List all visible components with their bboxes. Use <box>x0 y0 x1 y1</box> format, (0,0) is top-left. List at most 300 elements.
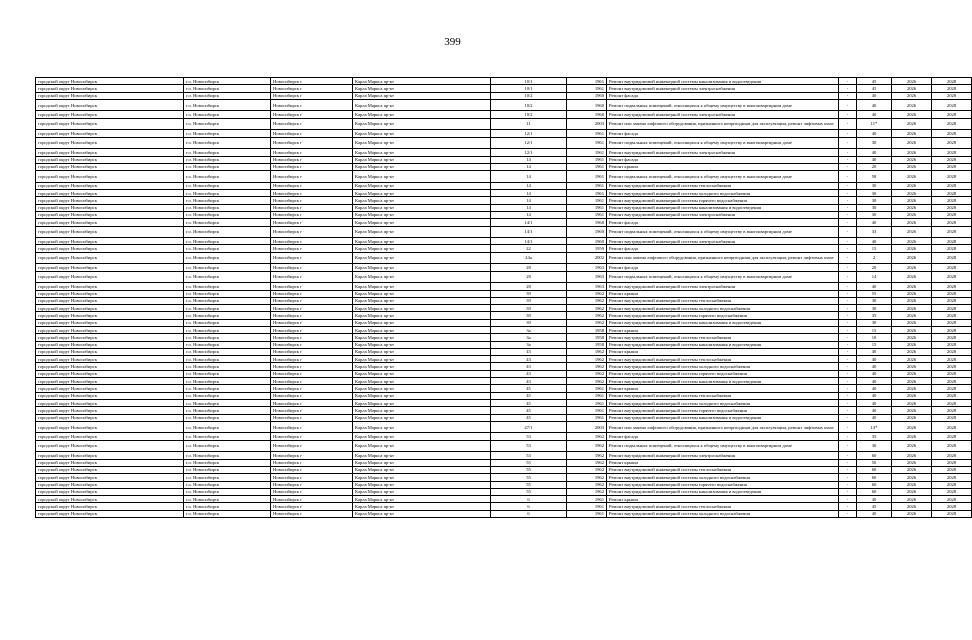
street-cell: Карла Маркса пр-кт <box>353 356 491 363</box>
house-number-cell: 6 <box>491 503 567 510</box>
table-row <box>36 219 972 226</box>
city-cell: Новосибирск г <box>271 204 353 211</box>
table-row <box>36 459 972 466</box>
start-year-cell: 2026 <box>892 392 932 399</box>
settlement-cell: г.о. Новосибирск <box>184 238 271 245</box>
settlement-cell: г.о. Новосибирск <box>184 503 271 510</box>
value-cell: 40 <box>857 370 892 377</box>
settlement-cell: г.о. Новосибирск <box>184 510 271 517</box>
city-cell: Новосибирск г <box>271 182 353 189</box>
city-cell: Новосибирск г <box>271 163 353 170</box>
street-cell: Карла Маркса пр-кт <box>353 407 491 414</box>
district-cell: городской округ Новосибирск <box>36 348 184 355</box>
build-year-cell: 1962 <box>567 474 607 481</box>
city-cell: Новосибирск г <box>271 341 353 348</box>
street-cell: Карла Маркса пр-кт <box>353 348 491 355</box>
start-year-cell: 2026 <box>892 503 932 510</box>
end-year-cell: 2028 <box>932 137 972 149</box>
table-row <box>36 226 972 238</box>
start-year-cell: 2026 <box>892 488 932 495</box>
dash-cell: - <box>839 118 857 130</box>
build-year-cell: 1962 <box>567 481 607 488</box>
end-year-cell: 2028 <box>932 474 972 481</box>
dash-cell: - <box>839 156 857 163</box>
district-cell: городской округ Новосибирск <box>36 252 184 264</box>
settlement-cell: г.о. Новосибирск <box>184 385 271 392</box>
work-type-cell: Ремонт внутридомовой инженерной системы канализования и водоотведения <box>607 319 839 326</box>
district-cell: городской округ Новосибирск <box>36 99 184 111</box>
city-cell: Новосибирск г <box>271 319 353 326</box>
street-cell: Карла Маркса пр-кт <box>353 385 491 392</box>
dash-cell: - <box>839 290 857 297</box>
street-cell: Карла Маркса пр-кт <box>353 111 491 118</box>
table-row <box>36 163 972 170</box>
house-number-cell: 45 <box>491 392 567 399</box>
table-row <box>36 99 972 111</box>
value-cell: 40 <box>857 510 892 517</box>
house-number-cell: 24а <box>491 252 567 264</box>
city-cell: Новосибирск г <box>271 238 353 245</box>
city-cell: Новосибирск г <box>271 211 353 218</box>
start-year-cell: 2026 <box>892 204 932 211</box>
city-cell: Новосибирск г <box>271 264 353 271</box>
work-type-cell: Ремонт внутридомовой инженерной системы холодного водоснабжения <box>607 305 839 312</box>
house-number-cell: 43 <box>491 348 567 355</box>
house-number-cell: 45 <box>491 414 567 421</box>
start-year-cell: 2026 <box>892 496 932 503</box>
house-number-cell: 14 <box>491 156 567 163</box>
end-year-cell: 2028 <box>932 459 972 466</box>
work-type-cell: Ремонт фасада <box>607 245 839 252</box>
district-cell: городской округ Новосибирск <box>36 356 184 363</box>
city-cell: Новосибирск г <box>271 433 353 440</box>
city-cell: Новосибирск г <box>271 271 353 283</box>
build-year-cell: 1962 <box>567 297 607 304</box>
end-year-cell: 2028 <box>932 319 972 326</box>
city-cell: Новосибирск г <box>271 137 353 149</box>
dash-cell: - <box>839 283 857 290</box>
street-cell: Карла Маркса пр-кт <box>353 219 491 226</box>
street-cell: Карла Маркса пр-кт <box>353 271 491 283</box>
table-row <box>36 334 972 341</box>
dash-cell: - <box>839 496 857 503</box>
end-year-cell: 2028 <box>932 163 972 170</box>
start-year-cell: 2026 <box>892 130 932 137</box>
end-year-cell: 2028 <box>932 238 972 245</box>
street-cell: Карла Маркса пр-кт <box>353 264 491 271</box>
end-year-cell: 2028 <box>932 392 972 399</box>
street-cell: Карла Маркса пр-кт <box>353 85 491 92</box>
table-row <box>36 348 972 355</box>
work-type-cell: Ремонт подвальных помещений, относящихся к общему имуществу в многоквартирном доме <box>607 99 839 111</box>
table-row <box>36 510 972 517</box>
start-year-cell: 2026 <box>892 385 932 392</box>
build-year-cell: 1961 <box>567 414 607 421</box>
street-cell: Карла Маркса пр-кт <box>353 130 491 137</box>
dash-cell: - <box>839 245 857 252</box>
work-type-cell: Ремонт внутридомовой инженерной системы канализования и водоотведения <box>607 488 839 495</box>
city-cell: Новосибирск г <box>271 297 353 304</box>
settlement-cell: г.о. Новосибирск <box>184 156 271 163</box>
dash-cell: - <box>839 452 857 459</box>
house-number-cell: 45 <box>491 407 567 414</box>
dash-cell: - <box>839 510 857 517</box>
house-number-cell: 12/1 <box>491 137 567 149</box>
build-year-cell: 1961 <box>567 130 607 137</box>
settlement-cell: г.о. Новосибирск <box>184 348 271 355</box>
end-year-cell: 2028 <box>932 452 972 459</box>
value-cell: 50 <box>857 459 892 466</box>
build-year-cell: 1961 <box>567 211 607 218</box>
build-year-cell: 2003 <box>567 118 607 130</box>
dash-cell: - <box>839 392 857 399</box>
work-type-cell: Ремонт внутридомовой инженерной системы электроснабжения <box>607 85 839 92</box>
build-year-cell: 1961 <box>567 385 607 392</box>
dash-cell: - <box>839 399 857 406</box>
table-row <box>36 211 972 218</box>
district-cell: городской округ Новосибирск <box>36 238 184 245</box>
build-year-cell: 1960 <box>567 111 607 118</box>
street-cell: Карла Маркса пр-кт <box>353 363 491 370</box>
dash-cell: - <box>839 297 857 304</box>
district-cell: городской округ Новосибирск <box>36 283 184 290</box>
city-cell: Новосибирск г <box>271 392 353 399</box>
work-type-cell: Ремонт внутридомовой инженерной системы канализования и водоотведения <box>607 341 839 348</box>
dash-cell: - <box>839 163 857 170</box>
district-cell: городской округ Новосибирск <box>36 378 184 385</box>
street-cell: Карла Маркса пр-кт <box>353 312 491 319</box>
house-number-cell: 10/1 <box>491 85 567 92</box>
street-cell: Карла Маркса пр-кт <box>353 156 491 163</box>
district-cell: городской округ Новосибирск <box>36 440 184 452</box>
dash-cell: - <box>839 78 857 85</box>
settlement-cell: г.о. Новосибирск <box>184 245 271 252</box>
settlement-cell: г.о. Новосибирск <box>184 334 271 341</box>
value-cell: 60 <box>857 452 892 459</box>
district-cell: городской округ Новосибирск <box>36 171 184 183</box>
house-number-cell: 10/2 <box>491 111 567 118</box>
city-cell: Новосибирск г <box>271 219 353 226</box>
work-type-cell: Ремонт внутридомовой инженерной системы канализования и водоотведения <box>607 78 839 85</box>
settlement-cell: г.о. Новосибирск <box>184 392 271 399</box>
work-type-cell: Ремонт крыши <box>607 348 839 355</box>
city-cell: Новосибирск г <box>271 118 353 130</box>
house-number-cell: 47/1 <box>491 421 567 433</box>
street-cell: Карла Маркса пр-кт <box>353 238 491 245</box>
street-cell: Карла Маркса пр-кт <box>353 252 491 264</box>
value-cell: 14 <box>857 271 892 283</box>
street-cell: Карла Маркса пр-кт <box>353 204 491 211</box>
settlement-cell: г.о. Новосибирск <box>184 452 271 459</box>
district-cell: городской округ Новосибирск <box>36 326 184 333</box>
value-cell: 13* <box>857 421 892 433</box>
dash-cell: - <box>839 111 857 118</box>
dash-cell: - <box>839 407 857 414</box>
build-year-cell: 1960 <box>567 99 607 111</box>
district-cell: городской округ Новосибирск <box>36 290 184 297</box>
dash-cell: - <box>839 385 857 392</box>
dash-cell: - <box>839 433 857 440</box>
city-cell: Новосибирск г <box>271 252 353 264</box>
value-cell: 40 <box>857 111 892 118</box>
settlement-cell: г.о. Новосибирск <box>184 433 271 440</box>
dash-cell: - <box>839 312 857 319</box>
district-cell: городской округ Новосибирск <box>36 433 184 440</box>
work-type-cell: Ремонт внутридомовой инженерной системы канализования и водоотведения <box>607 414 839 421</box>
table-row <box>36 356 972 363</box>
settlement-cell: г.о. Новосибирск <box>184 399 271 406</box>
house-number-cell: 55 <box>491 481 567 488</box>
work-type-cell: Ремонт внутридомовой инженерной системы горячего водоснабжения <box>607 481 839 488</box>
settlement-cell: г.о. Новосибирск <box>184 99 271 111</box>
end-year-cell: 2028 <box>932 481 972 488</box>
dash-cell: - <box>839 238 857 245</box>
settlement-cell: г.о. Новосибирск <box>184 211 271 218</box>
start-year-cell: 2026 <box>892 459 932 466</box>
settlement-cell: г.о. Новосибирск <box>184 182 271 189</box>
settlement-cell: г.о. Новосибирск <box>184 130 271 137</box>
build-year-cell: 1962 <box>567 305 607 312</box>
street-cell: Карла Маркса пр-кт <box>353 440 491 452</box>
start-year-cell: 2026 <box>892 481 932 488</box>
end-year-cell: 2028 <box>932 510 972 517</box>
dash-cell: - <box>839 271 857 283</box>
build-year-cell: 1963 <box>567 283 607 290</box>
value-cell: 30 <box>857 319 892 326</box>
start-year-cell: 2026 <box>892 78 932 85</box>
dash-cell: - <box>839 474 857 481</box>
street-cell: Карла Маркса пр-кт <box>353 378 491 385</box>
city-cell: Новосибирск г <box>271 149 353 156</box>
dash-cell: - <box>839 488 857 495</box>
table-row <box>36 503 972 510</box>
value-cell: 45 <box>857 78 892 85</box>
start-year-cell: 2026 <box>892 226 932 238</box>
table-row <box>36 392 972 399</box>
dash-cell: - <box>839 459 857 466</box>
settlement-cell: г.о. Новосибирск <box>184 297 271 304</box>
street-cell: Карла Маркса пр-кт <box>353 488 491 495</box>
value-cell: 40 <box>857 156 892 163</box>
end-year-cell: 2028 <box>932 421 972 433</box>
street-cell: Карла Маркса пр-кт <box>353 226 491 238</box>
build-year-cell: 1962 <box>567 348 607 355</box>
city-cell: Новосибирск г <box>271 356 353 363</box>
work-type-cell: Ремонт подвальных помещений, относящихся к общему имуществу в многоквартирном доме <box>607 440 839 452</box>
build-year-cell: 1961 <box>567 204 607 211</box>
street-cell: Карла Маркса пр-кт <box>353 245 491 252</box>
house-number-cell: 45 <box>491 385 567 392</box>
settlement-cell: г.о. Новосибирск <box>184 305 271 312</box>
settlement-cell: г.о. Новосибирск <box>184 370 271 377</box>
work-type-cell: Ремонт крыши <box>607 163 839 170</box>
end-year-cell: 2028 <box>932 252 972 264</box>
table-row <box>36 271 972 283</box>
start-year-cell: 2026 <box>892 252 932 264</box>
street-cell: Карла Маркса пр-кт <box>353 149 491 156</box>
work-type-cell: Ремонт крыши <box>607 459 839 466</box>
start-year-cell: 2026 <box>892 283 932 290</box>
city-cell: Новосибирск г <box>271 92 353 99</box>
street-cell: Карла Маркса пр-кт <box>353 326 491 333</box>
district-cell: городской округ Новосибирск <box>36 130 184 137</box>
value-cell: 40 <box>857 149 892 156</box>
city-cell: Новосибирск г <box>271 245 353 252</box>
table-row <box>36 385 972 392</box>
table-row <box>36 370 972 377</box>
house-number-cell: 28 <box>491 264 567 271</box>
build-year-cell: 1962 <box>567 290 607 297</box>
house-number-cell: 14/1 <box>491 238 567 245</box>
city-cell: Новосибирск г <box>271 370 353 377</box>
district-cell: городской округ Новосибирск <box>36 156 184 163</box>
district-cell: городской округ Новосибирск <box>36 341 184 348</box>
settlement-cell: г.о. Новосибирск <box>184 290 271 297</box>
start-year-cell: 2026 <box>892 245 932 252</box>
dash-cell: - <box>839 440 857 452</box>
house-number-cell: 39 <box>491 319 567 326</box>
work-type-cell: Ремонт внутридомовой инженерной системы холодного водоснабжения <box>607 510 839 517</box>
build-year-cell: 2003 <box>567 421 607 433</box>
house-number-cell: 53 <box>491 433 567 440</box>
district-cell: городской округ Новосибирск <box>36 118 184 130</box>
house-number-cell: 10/2 <box>491 92 567 99</box>
settlement-cell: г.о. Новосибирск <box>184 111 271 118</box>
build-year-cell: 1962 <box>567 440 607 452</box>
build-year-cell: 1961 <box>567 149 607 156</box>
end-year-cell: 2028 <box>932 130 972 137</box>
build-year-cell: 1961 <box>567 510 607 517</box>
house-number-cell: 45 <box>491 399 567 406</box>
value-cell: 15 <box>857 245 892 252</box>
dash-cell: - <box>839 252 857 264</box>
house-number-cell: 3а <box>491 326 567 333</box>
settlement-cell: г.о. Новосибирск <box>184 204 271 211</box>
city-cell: Новосибирск г <box>271 496 353 503</box>
city-cell: Новосибирск г <box>271 510 353 517</box>
end-year-cell: 2028 <box>932 197 972 204</box>
work-type-cell: Ремонт крыши <box>607 326 839 333</box>
work-type-cell: Ремонт подвальных помещений, относящихся к общему имуществу в многоквартирном доме <box>607 171 839 183</box>
end-year-cell: 2028 <box>932 156 972 163</box>
work-type-cell: Ремонт внутридомовой инженерной системы холодного водоснабжения <box>607 363 839 370</box>
work-type-cell: Ремонт внутридомовой инженерной системы горячего водоснабжения <box>607 312 839 319</box>
street-cell: Карла Маркса пр-кт <box>353 496 491 503</box>
house-number-cell: 43 <box>491 363 567 370</box>
table-row <box>36 111 972 118</box>
build-year-cell: 1962 <box>567 488 607 495</box>
city-cell: Новосибирск г <box>271 363 353 370</box>
street-cell: Карла Маркса пр-кт <box>353 297 491 304</box>
value-cell: 30 <box>857 305 892 312</box>
end-year-cell: 2028 <box>932 297 972 304</box>
table-row <box>36 378 972 385</box>
value-cell: 40 <box>857 392 892 399</box>
start-year-cell: 2026 <box>892 341 932 348</box>
street-cell: Карла Маркса пр-кт <box>353 466 491 473</box>
dash-cell: - <box>839 414 857 421</box>
value-cell: 40 <box>857 348 892 355</box>
end-year-cell: 2028 <box>932 312 972 319</box>
city-cell: Новосибирск г <box>271 466 353 473</box>
table-row <box>36 85 972 92</box>
city-cell: Новосибирск г <box>271 312 353 319</box>
city-cell: Новосибирск г <box>271 459 353 466</box>
start-year-cell: 2026 <box>892 399 932 406</box>
district-cell: городской округ Новосибирск <box>36 264 184 271</box>
work-type-cell: Ремонт внутридомовой инженерной системы электроснабжения <box>607 149 839 156</box>
street-cell: Карла Маркса пр-кт <box>353 459 491 466</box>
end-year-cell: 2028 <box>932 190 972 197</box>
settlement-cell: г.о. Новосибирск <box>184 219 271 226</box>
start-year-cell: 2026 <box>892 264 932 271</box>
work-type-cell: Ремонт внутридомовой инженерной системы канализования и водоотведения <box>607 378 839 385</box>
end-year-cell: 2028 <box>932 488 972 495</box>
district-cell: городской округ Новосибирск <box>36 149 184 156</box>
table-row <box>36 407 972 414</box>
end-year-cell: 2028 <box>932 326 972 333</box>
start-year-cell: 2026 <box>892 271 932 283</box>
start-year-cell: 2026 <box>892 378 932 385</box>
value-cell: 11* <box>857 118 892 130</box>
house-number-cell: 6 <box>491 510 567 517</box>
work-type-cell: Ремонт внутридомовой инженерной системы теплоснабжения <box>607 356 839 363</box>
dash-cell: - <box>839 264 857 271</box>
district-cell: городской округ Новосибирск <box>36 271 184 283</box>
dash-cell: - <box>839 219 857 226</box>
house-number-cell: 12/1 <box>491 130 567 137</box>
table-row <box>36 197 972 204</box>
house-number-cell: 55 <box>491 459 567 466</box>
house-number-cell: 28 <box>491 271 567 283</box>
build-year-cell: 1961 <box>567 163 607 170</box>
city-cell: Новосибирск г <box>271 440 353 452</box>
value-cell: 40 <box>857 363 892 370</box>
build-year-cell: 1961 <box>567 190 607 197</box>
table-row <box>36 481 972 488</box>
district-cell: городской округ Новосибирск <box>36 459 184 466</box>
value-cell: 45 <box>857 503 892 510</box>
start-year-cell: 2026 <box>892 348 932 355</box>
start-year-cell: 2026 <box>892 290 932 297</box>
build-year-cell: 1962 <box>567 466 607 473</box>
table-row <box>36 440 972 452</box>
work-type-cell: Ремонт внутридомовой инженерной системы теплоснабжения <box>607 334 839 341</box>
district-cell: городской округ Новосибирск <box>36 334 184 341</box>
settlement-cell: г.о. Новосибирск <box>184 356 271 363</box>
value-cell: 40 <box>857 219 892 226</box>
work-type-cell: Ремонт внутридомовой инженерной системы электроснабжения <box>607 111 839 118</box>
street-cell: Карла Маркса пр-кт <box>353 78 491 85</box>
work-type-cell: Ремонт внутридомовой инженерной системы теплоснабжения <box>607 297 839 304</box>
house-number-cell: 28 <box>491 283 567 290</box>
end-year-cell: 2028 <box>932 496 972 503</box>
start-year-cell: 2026 <box>892 238 932 245</box>
build-year-cell: 1960 <box>567 219 607 226</box>
value-cell: 40 <box>857 130 892 137</box>
end-year-cell: 2028 <box>932 245 972 252</box>
work-type-cell: Ремонт внутридомовой инженерной системы теплоснабжения <box>607 466 839 473</box>
dash-cell: - <box>839 197 857 204</box>
settlement-cell: г.о. Новосибирск <box>184 363 271 370</box>
settlement-cell: г.о. Новосибирск <box>184 312 271 319</box>
street-cell: Карла Маркса пр-кт <box>353 305 491 312</box>
build-year-cell: 1959 <box>567 245 607 252</box>
table-row <box>36 297 972 304</box>
house-number-cell: 14 <box>491 171 567 183</box>
settlement-cell: г.о. Новосибирск <box>184 137 271 149</box>
build-year-cell: 1962 <box>567 363 607 370</box>
